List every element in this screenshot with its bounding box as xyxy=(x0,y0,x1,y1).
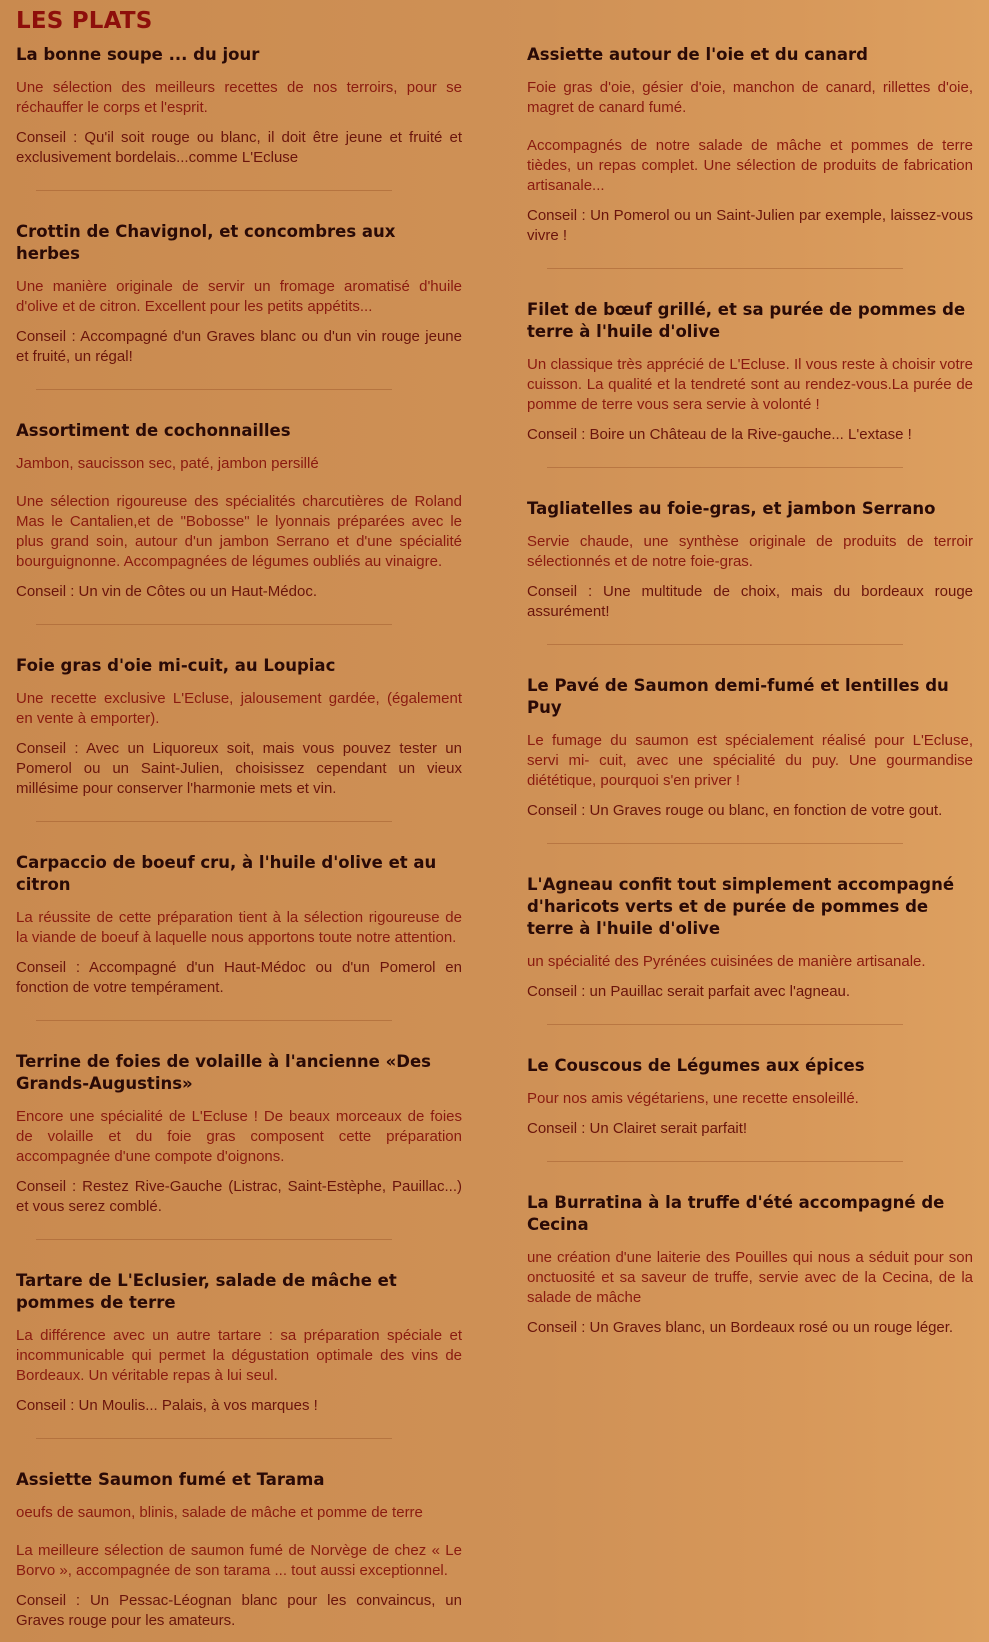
dish-title: La Burratina à la truffe d'été accompagné de Cecina xyxy=(527,1193,945,1234)
dish-description: La meilleure sélection de saumon fumé de Norvège de chez « Le Borvo », accompagnée de son tarama ... tout aussi exceptionnel. xyxy=(16,1542,462,1579)
dish-description: Un classique très apprécié de L'Ecluse. Il vous reste à choisir votre cuisson. La qualité et la tendreté sont au rendez-vous.La purée de pomme de terre vous sera servie à volonté ! xyxy=(527,356,973,413)
divider xyxy=(36,624,392,625)
dish-agneau-confit xyxy=(527,874,973,1002)
dish-conseil: Conseil : Un Moulis... Palais, à vos marques ! xyxy=(16,1397,318,1414)
divider xyxy=(36,821,392,822)
dish-pave-saumon xyxy=(527,675,973,821)
dish-conseil: Conseil : Avec un Liquoreux soit, mais vous pouvez tester un Pomerol ou un Saint-Julien, choisissez cependant un vieux millésime pour conserver l'harmonie mets et vin. xyxy=(16,740,462,797)
dish-crottin-de-chavignol xyxy=(16,221,462,367)
dish-description: Pour nos amis végétariens, une recette ensoleillé. xyxy=(527,1090,859,1107)
dish-conseil: Conseil : Un vin de Côtes ou un Haut-Médoc. xyxy=(16,583,317,600)
dish-ingredients: Foie gras d'oie, gésier d'oie, manchon de canard, rillettes d'oie, magret de canard fumé. xyxy=(527,79,973,116)
dish-title: La bonne soupe ... du jour xyxy=(16,45,260,64)
dish-title: Le Pavé de Saumon demi-fumé et lentilles du Puy xyxy=(527,676,949,717)
dish-cochonnailles xyxy=(16,420,462,602)
dish-ingredients: oeufs de saumon, blinis, salade de mâche et pomme de terre xyxy=(16,1504,423,1521)
dish-description: La réussite de cette préparation tient à la sélection rigoureuse de la viande de boeuf à laquelle nous apportons toute notre attention. xyxy=(16,909,462,946)
dish-title: L'Agneau confit tout simplement accompagné d'haricots verts et de purée de pommes de terre à l'huile d'olive xyxy=(527,875,955,938)
dish-title: Foie gras d'oie mi-cuit, au Loupiac xyxy=(16,656,336,675)
dish-description: Une sélection rigoureuse des spécialités charcutières de Roland Mas le Cantalien,et de "Bobosse" le lyonnais préparées avec le plus grand soin, autour d'un jambon Serrano et d'une spécialité bourguignonne. Accompagnées de légumes oubliés au vinaigre. xyxy=(16,493,462,570)
dish-carpaccio xyxy=(16,852,462,998)
dish-description: Le fumage du saumon est spécialement réalisé pour L'Ecluse, servi mi- cuit, avec une spécialité du puy. Une gourmandise diététique, pourquoi s'en priver ! xyxy=(527,732,973,789)
dish-title: Carpaccio de boeuf cru, à l'huile d'olive et au citron xyxy=(16,853,437,894)
divider xyxy=(547,1024,903,1025)
dish-title: Tagliatelles au foie-gras, et jambon Serrano xyxy=(527,499,936,518)
dish-assiette-oie-canard xyxy=(527,44,973,246)
dish-title: Filet de bœuf grillé, et sa purée de pommes de terre à l'huile d'olive xyxy=(527,300,966,341)
divider xyxy=(36,1239,392,1240)
dish-title: Terrine de foies de volaille à l'ancienne «Des Grands-Augustins» xyxy=(16,1052,431,1093)
dish-soupe-du-jour xyxy=(16,44,462,168)
dish-description: Une recette exclusive L'Ecluse, jalousement gardée, (également en vente à emporter). xyxy=(16,690,462,727)
dish-couscous-legumes xyxy=(527,1055,973,1139)
dish-description: un spécialité des Pyrénées cuisinées de manière artisanale. xyxy=(527,953,926,970)
dish-conseil: Conseil : Un Pessac-Léognan blanc pour les convaincus, un Graves rouge pour les amateurs. xyxy=(16,1592,462,1629)
divider xyxy=(547,644,903,645)
dish-conseil: Conseil : Un Clairet serait parfait! xyxy=(527,1120,748,1137)
dish-conseil: Conseil : Accompagné d'un Graves blanc ou d'un vin rouge jeune et fruité, un régal! xyxy=(16,328,462,365)
dish-filet-de-boeuf xyxy=(527,299,973,445)
dish-description: une création d'une laiterie des Pouilles qui nous a séduit pour son onctuosité et sa saveur de truffe, servie avec de la Cecina, de la salade de mâche xyxy=(527,1249,973,1306)
dish-conseil: Conseil : Accompagné d'un Haut-Médoc ou d'un Pomerol en fonction de votre tempérament. xyxy=(16,959,462,996)
dish-title: Tartare de L'Eclusier, salade de mâche et pommes de terre xyxy=(16,1271,397,1312)
dish-description: Accompagnés de notre salade de mâche et pommes de terre tièdes, un repas complet. Une sélection de produits de fabrication artisanale... xyxy=(527,137,973,194)
dish-conseil: Conseil : Un Graves rouge ou blanc, en fonction de votre gout. xyxy=(527,802,943,819)
divider xyxy=(36,1020,392,1021)
dish-title: Crottin de Chavignol, et concombres aux herbes xyxy=(16,222,396,263)
divider xyxy=(547,467,903,468)
divider xyxy=(547,268,903,269)
divider xyxy=(36,389,392,390)
divider xyxy=(547,1161,903,1162)
dish-description: Encore une spécialité de L'Ecluse ! De beaux morceaux de foies de volaille et du foie gras composent cette préparation accompagnée d'une compote d'oignons. xyxy=(16,1108,462,1165)
dish-conseil: Conseil : Un Graves blanc, un Bordeaux rosé ou un rouge léger. xyxy=(527,1319,954,1336)
dish-terrine-volaille xyxy=(16,1051,462,1217)
divider xyxy=(36,1438,392,1439)
dish-description: La différence avec un autre tartare : sa préparation spéciale et incommunicable qui permet la dégustation optimale des vins de Bordeaux. Un véritable repas à lui seul. xyxy=(16,1327,462,1384)
right-column xyxy=(527,44,973,1338)
dish-conseil: Conseil : un Pauillac serait parfait avec l'agneau. xyxy=(527,983,851,1000)
dish-burratina xyxy=(527,1192,973,1338)
dish-conseil: Conseil : Boire un Château de la Rive-gauche... L'extase ! xyxy=(527,426,912,443)
dish-description: Servie chaude, une synthèse originale de produits de terroir sélectionnés et de notre foie-gras. xyxy=(527,533,973,570)
dish-tartare-eclusier xyxy=(16,1270,462,1416)
dish-conseil: Conseil : Qu'il soit rouge ou blanc, il doit être jeune et fruité et exclusivement bordelais...comme L'Ecluse xyxy=(16,129,462,166)
dish-saumon-tarama xyxy=(16,1469,462,1631)
dish-conseil: Conseil : Restez Rive-Gauche (Listrac, Saint-Estèphe, Pauillac...) et vous serez comblé. xyxy=(16,1178,462,1215)
dish-title: Assiette Saumon fumé et Tarama xyxy=(16,1470,325,1489)
dish-title: Assiette autour de l'oie et du canard xyxy=(527,45,868,64)
dish-foie-gras-loupiac xyxy=(16,655,462,799)
dish-title: Assortiment de cochonnailles xyxy=(16,421,291,440)
dish-conseil: Conseil : Une multitude de choix, mais du bordeaux rouge assurément! xyxy=(527,583,973,620)
dish-conseil: Conseil : Un Pomerol ou un Saint-Julien par exemple, laissez-vous vivre ! xyxy=(527,207,973,244)
page-title: LES PLATS xyxy=(16,8,153,34)
dish-ingredients: Jambon, saucisson sec, paté, jambon persillé xyxy=(16,455,319,472)
divider xyxy=(36,190,392,191)
dish-title: Le Couscous de Légumes aux épices xyxy=(527,1056,865,1075)
left-column xyxy=(16,44,462,1631)
dish-tagliatelles xyxy=(527,498,973,622)
dish-description: Une sélection des meilleurs recettes de nos terroirs, pour se réchauffer le corps et l'esprit. xyxy=(16,79,462,116)
divider xyxy=(547,843,903,844)
dish-description: Une manière originale de servir un fromage aromatisé d'huile d'olive et de citron. Excellent pour les petits appétits... xyxy=(16,278,462,315)
